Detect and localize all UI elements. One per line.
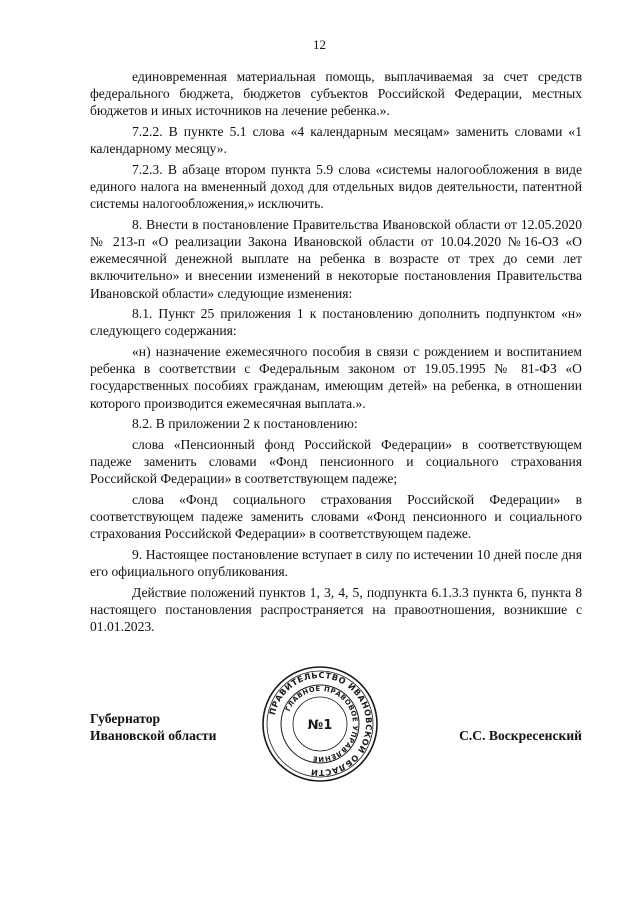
seal-outer-text: ПРАВИТЕЛЬСТВО ИВАНОВСКОЙ ОБЛАСТИ	[266, 669, 375, 779]
paragraph-10: 9. Настоящее постановление вступает в силу по истечении 10 дней после дня его официального опубликования.	[90, 546, 582, 579]
paragraph-8: слова «Пенсионный фонд Российской Федерации» в соответствующем падеже заменить словами «Фонд пенсионного и социального страхования Российской Федерации» в соответствующем падеже;	[90, 436, 582, 487]
signature-block	[90, 664, 582, 784]
paragraph-9: слова «Фонд социального страхования Российской Федерации» в соответствующем падеже заменить словами «Фонд пенсионного и социального страхования Российской Федерации» в соответствующем падеже.	[90, 491, 582, 542]
paragraph-4: 8. Внести в постановление Правительства Ивановской области от 12.05.2020 № 213-п «О реализации Закона Ивановской области от 10.04.2020 №16-ОЗ «О ежемесячной денежной выплате на ребенка в возрасте от трех до семи лет включительно» и внесении изменений в некоторые постановления Правительства Ивановской области» следующие изменения:	[90, 216, 582, 301]
paragraph-7: 8.2. В приложении 2 к постановлению:	[132, 416, 358, 432]
paragraph-3: 7.2.3. В абзаце втором пункта 5.9 слова «системы налогообложения в виде единого налога на вмененный доход для отдельных видов деятельности, патентной системы налогообложения,» исключить.	[90, 161, 582, 212]
seal-inner-text: ГЛАВНОЕ ПРАВОВОЕ УПРАВЛЕНИЕ	[283, 684, 360, 764]
paragraph-6: «н) назначение ежемесячного пособия в связи с рождением и воспитанием ребенка в соответствии с Федеральным законом от 19.05.1995 № 81-ФЗ «О государственных пособиях гражданам, имеющим детей» на ребенка, в отношении которого производится ежемесячная выплата.».	[90, 344, 582, 411]
signatory-title	[90, 710, 216, 744]
signatory-title-line-1: Губернатор	[90, 711, 161, 726]
page-number: 12	[313, 37, 326, 52]
signatory-title-line-2: Ивановской области	[90, 728, 217, 743]
official-seal-icon	[260, 664, 380, 784]
seal-number: №1	[307, 718, 333, 733]
signatory-name: С.С. Воскресенский	[459, 728, 582, 743]
paragraph-5: 8.1. Пункт 25 приложения 1 к постановлению дополнить подпунктом «н» следующего содержания:	[90, 306, 582, 339]
document-body	[90, 68, 582, 639]
paragraph-1: единовременная материальная помощь, выплачиваемая за счет средств федерального бюджета, бюджетов субъектов Российской Федерации, местных бюджетов и иных источников на лечение ребенка.».	[90, 69, 582, 119]
paragraph-11: Действие положений пунктов 1, 3, 4, 5, подпункта 6.1.3.3 пункта 6, пункта 8 настоящего постановления распространяется на правоотношения, возникшие с 01.01.2023.	[90, 584, 582, 634]
paragraph-2: 7.2.2. В пункте 5.1 слова «4 календарным месяцам» заменить словами «1 календарному месяцу».	[90, 124, 582, 157]
